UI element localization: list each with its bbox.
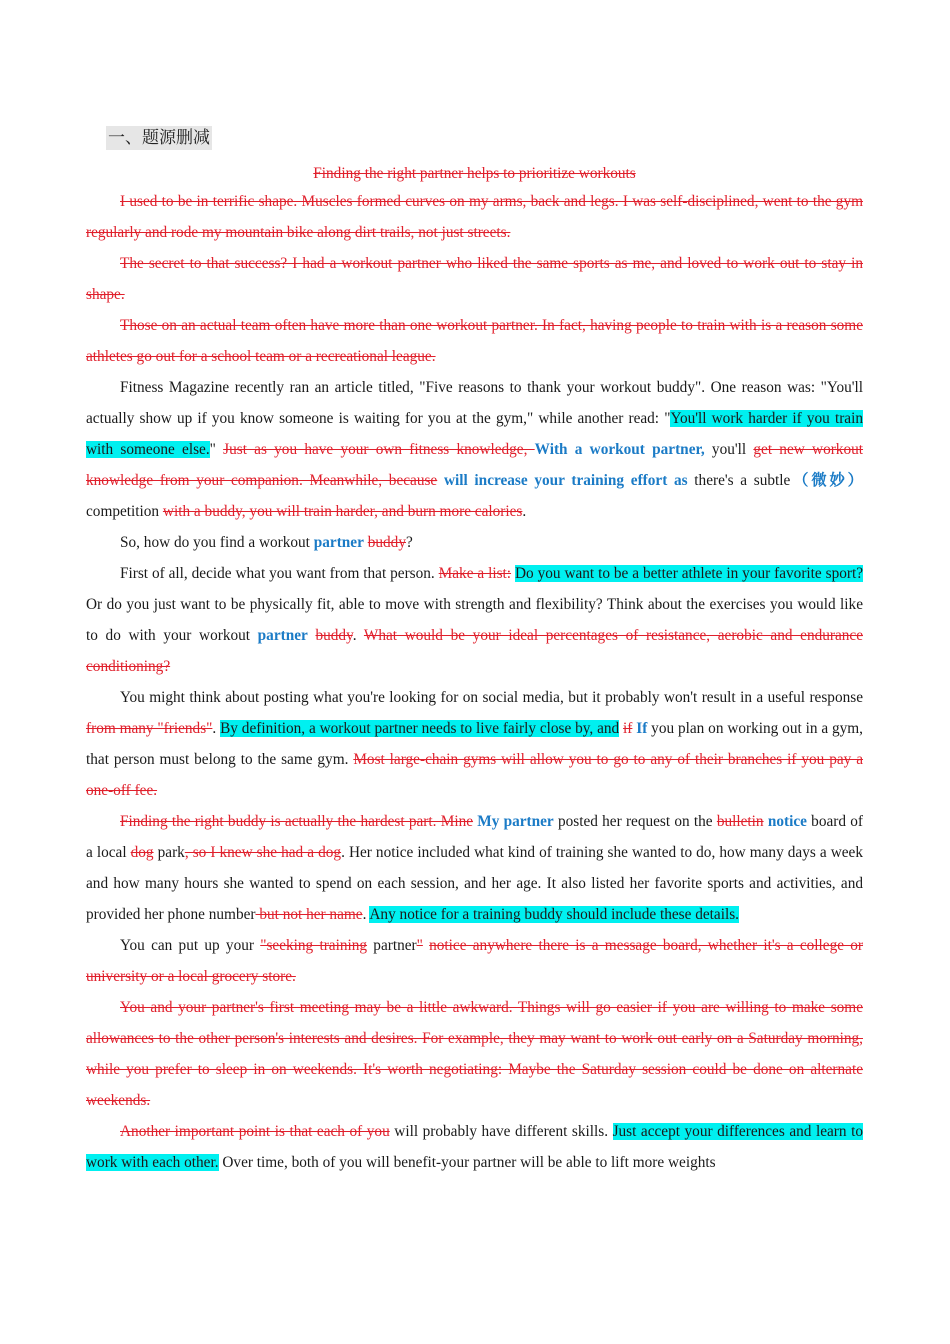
- inserted-text: My partner: [477, 813, 554, 830]
- deleted-text: What would be your ideal percentages of resistance, aerobic and endurance conditioning?: [86, 627, 863, 675]
- body-text: You can put up your: [120, 937, 261, 954]
- paragraph: [86, 558, 863, 682]
- body-text: . Her notice included what kind of training she wanted to do, how many days a week and how many hours she wanted to spend on each session, and her age. It also listed her favorite sports and activities, and provided her phone number: [86, 844, 863, 923]
- deleted-text: get new workout knowledge from your companion. Meanwhile, because: [86, 441, 864, 489]
- body-text: ?: [405, 534, 413, 551]
- deleted-text: but not her name: [255, 906, 363, 923]
- inserted-text: notice: [767, 813, 807, 830]
- paragraph: [86, 682, 863, 806]
- body-text: Or do you just want to be physically fit, able to move with strength and flexibility? Think about the exercises you would like to do with your workout: [86, 596, 863, 644]
- deleted-text: if: [623, 720, 633, 737]
- body-text: You might think about posting what you're looking for on social media, but it probably won't result in a useful response: [120, 689, 863, 706]
- deleted-text: ": [416, 937, 423, 954]
- highlighted-text: By definition, a workout partner needs to live fairly close by, and: [220, 720, 620, 737]
- body-text: First of all, decide what you want from that person.: [120, 565, 439, 582]
- highlighted-text: You'll work harder if you train with someone else.: [86, 410, 863, 458]
- highlighted-text: Any notice for a training buddy should include these details.: [369, 906, 739, 923]
- body-text: ": [209, 441, 224, 458]
- paragraph: [86, 527, 863, 558]
- inserted-text: partner: [257, 627, 308, 644]
- inserted-text: With a workout partner,: [534, 441, 705, 458]
- paragraph: [86, 930, 863, 992]
- deleted-text: Those on an actual team often have more than one workout partner. In fact, having people to train with is a reason some athletes go out for a school team or a recreational league.: [86, 317, 863, 365]
- highlighted-text: Do you want to be a better athlete in your favorite sport?: [514, 565, 863, 582]
- paragraph: [86, 372, 863, 527]
- deleted-text: from many "friends": [86, 720, 213, 737]
- body-text: Fitness Magazine recently ran an article titled, "Five reasons to thank your workout buddy". One reason was: "You'll actually show up if you know someone is waiting for you at the gym," while another read: ": [86, 379, 863, 427]
- paragraph: [86, 310, 863, 372]
- inserted-text: （微妙）: [790, 472, 863, 489]
- deleted-text: buddy: [367, 534, 406, 551]
- paragraph: [86, 248, 863, 310]
- paragraph: [86, 806, 863, 930]
- deleted-text: notice anywhere there is a message board, whether it's a college or university or a local grocery store.: [86, 937, 864, 985]
- deleted-text: The secret to that success? I had a workout partner who liked the same sports as me, and loved to work out to stay in shape.: [86, 255, 863, 303]
- body-text: Over time, both of you will benefit-your partner will be able to lift more weights: [218, 1154, 716, 1171]
- body-text: So, how do you find a workout: [120, 534, 314, 551]
- article-title: Finding the right partner helps to prioritize workouts: [313, 165, 636, 182]
- body-text: [437, 472, 444, 489]
- paragraph: [86, 1116, 863, 1178]
- deleted-text: Another important point is that each of you: [120, 1123, 390, 1140]
- deleted-text: "seeking training: [260, 937, 368, 954]
- deleted-text: I used to be in terrific shape. Muscles formed curves on my arms, back and legs. I was self-disciplined, went to the gym regularly and rode my mountain bike along dirt trails, not just streets.: [86, 193, 863, 241]
- body-text: .: [522, 503, 527, 520]
- deleted-text: bulletin: [716, 813, 764, 830]
- highlighted-text: Just accept your differences and learn to work with each other.: [86, 1123, 863, 1171]
- deleted-text: You and your partner's first meeting may be a little awkward. Things will go easier if you are willing to make some allowances to the other person's interests and desires. For example, they may want to work out early on a Saturday morning, while you prefer to sleep in on weekends. It's worth negotiating: Maybe the Saturday session could be done on alternate weekends.: [86, 999, 863, 1109]
- body-text: will probably have different skills.: [389, 1123, 613, 1140]
- deleted-text: , so I knew she had a dog: [184, 844, 342, 861]
- deleted-text: Finding the right buddy is actually the hardest part. Mine: [120, 813, 474, 830]
- paragraph: [86, 186, 863, 248]
- deleted-text: dog: [130, 844, 154, 861]
- body-text: board of a local: [86, 813, 863, 861]
- body-text: competition: [86, 503, 163, 520]
- inserted-text: If: [636, 720, 648, 737]
- body-text: park: [153, 844, 185, 861]
- body-text: there's a subtle: [687, 472, 791, 489]
- body-text: you plan on working out in a gym, that person must belong to the same gym.: [86, 720, 863, 768]
- inserted-text: will increase your training effort as: [443, 472, 688, 489]
- paragraph: [86, 992, 863, 1116]
- deleted-text: Just as you have your own fitness knowledge,: [223, 441, 535, 458]
- body-text: partner: [367, 937, 417, 954]
- section-heading: 一、题源删减: [106, 126, 212, 150]
- body-text: .: [362, 906, 370, 923]
- body-text: posted her request on the: [553, 813, 717, 830]
- deleted-text: buddy: [315, 627, 353, 644]
- deleted-text: Most large-chain gyms will allow you to go to any of their branches if you pay a one-off fee.: [86, 751, 864, 799]
- paragraph-list: [86, 186, 863, 1178]
- inserted-text: partner: [313, 534, 364, 551]
- body-text: you'll: [704, 441, 754, 458]
- document-body: [86, 162, 863, 1178]
- deleted-text: with a buddy, you will train harder, and burn more calories: [162, 503, 523, 520]
- body-text: .: [352, 627, 364, 644]
- body-text: .: [212, 720, 221, 737]
- deleted-text: Make a list:: [438, 565, 512, 582]
